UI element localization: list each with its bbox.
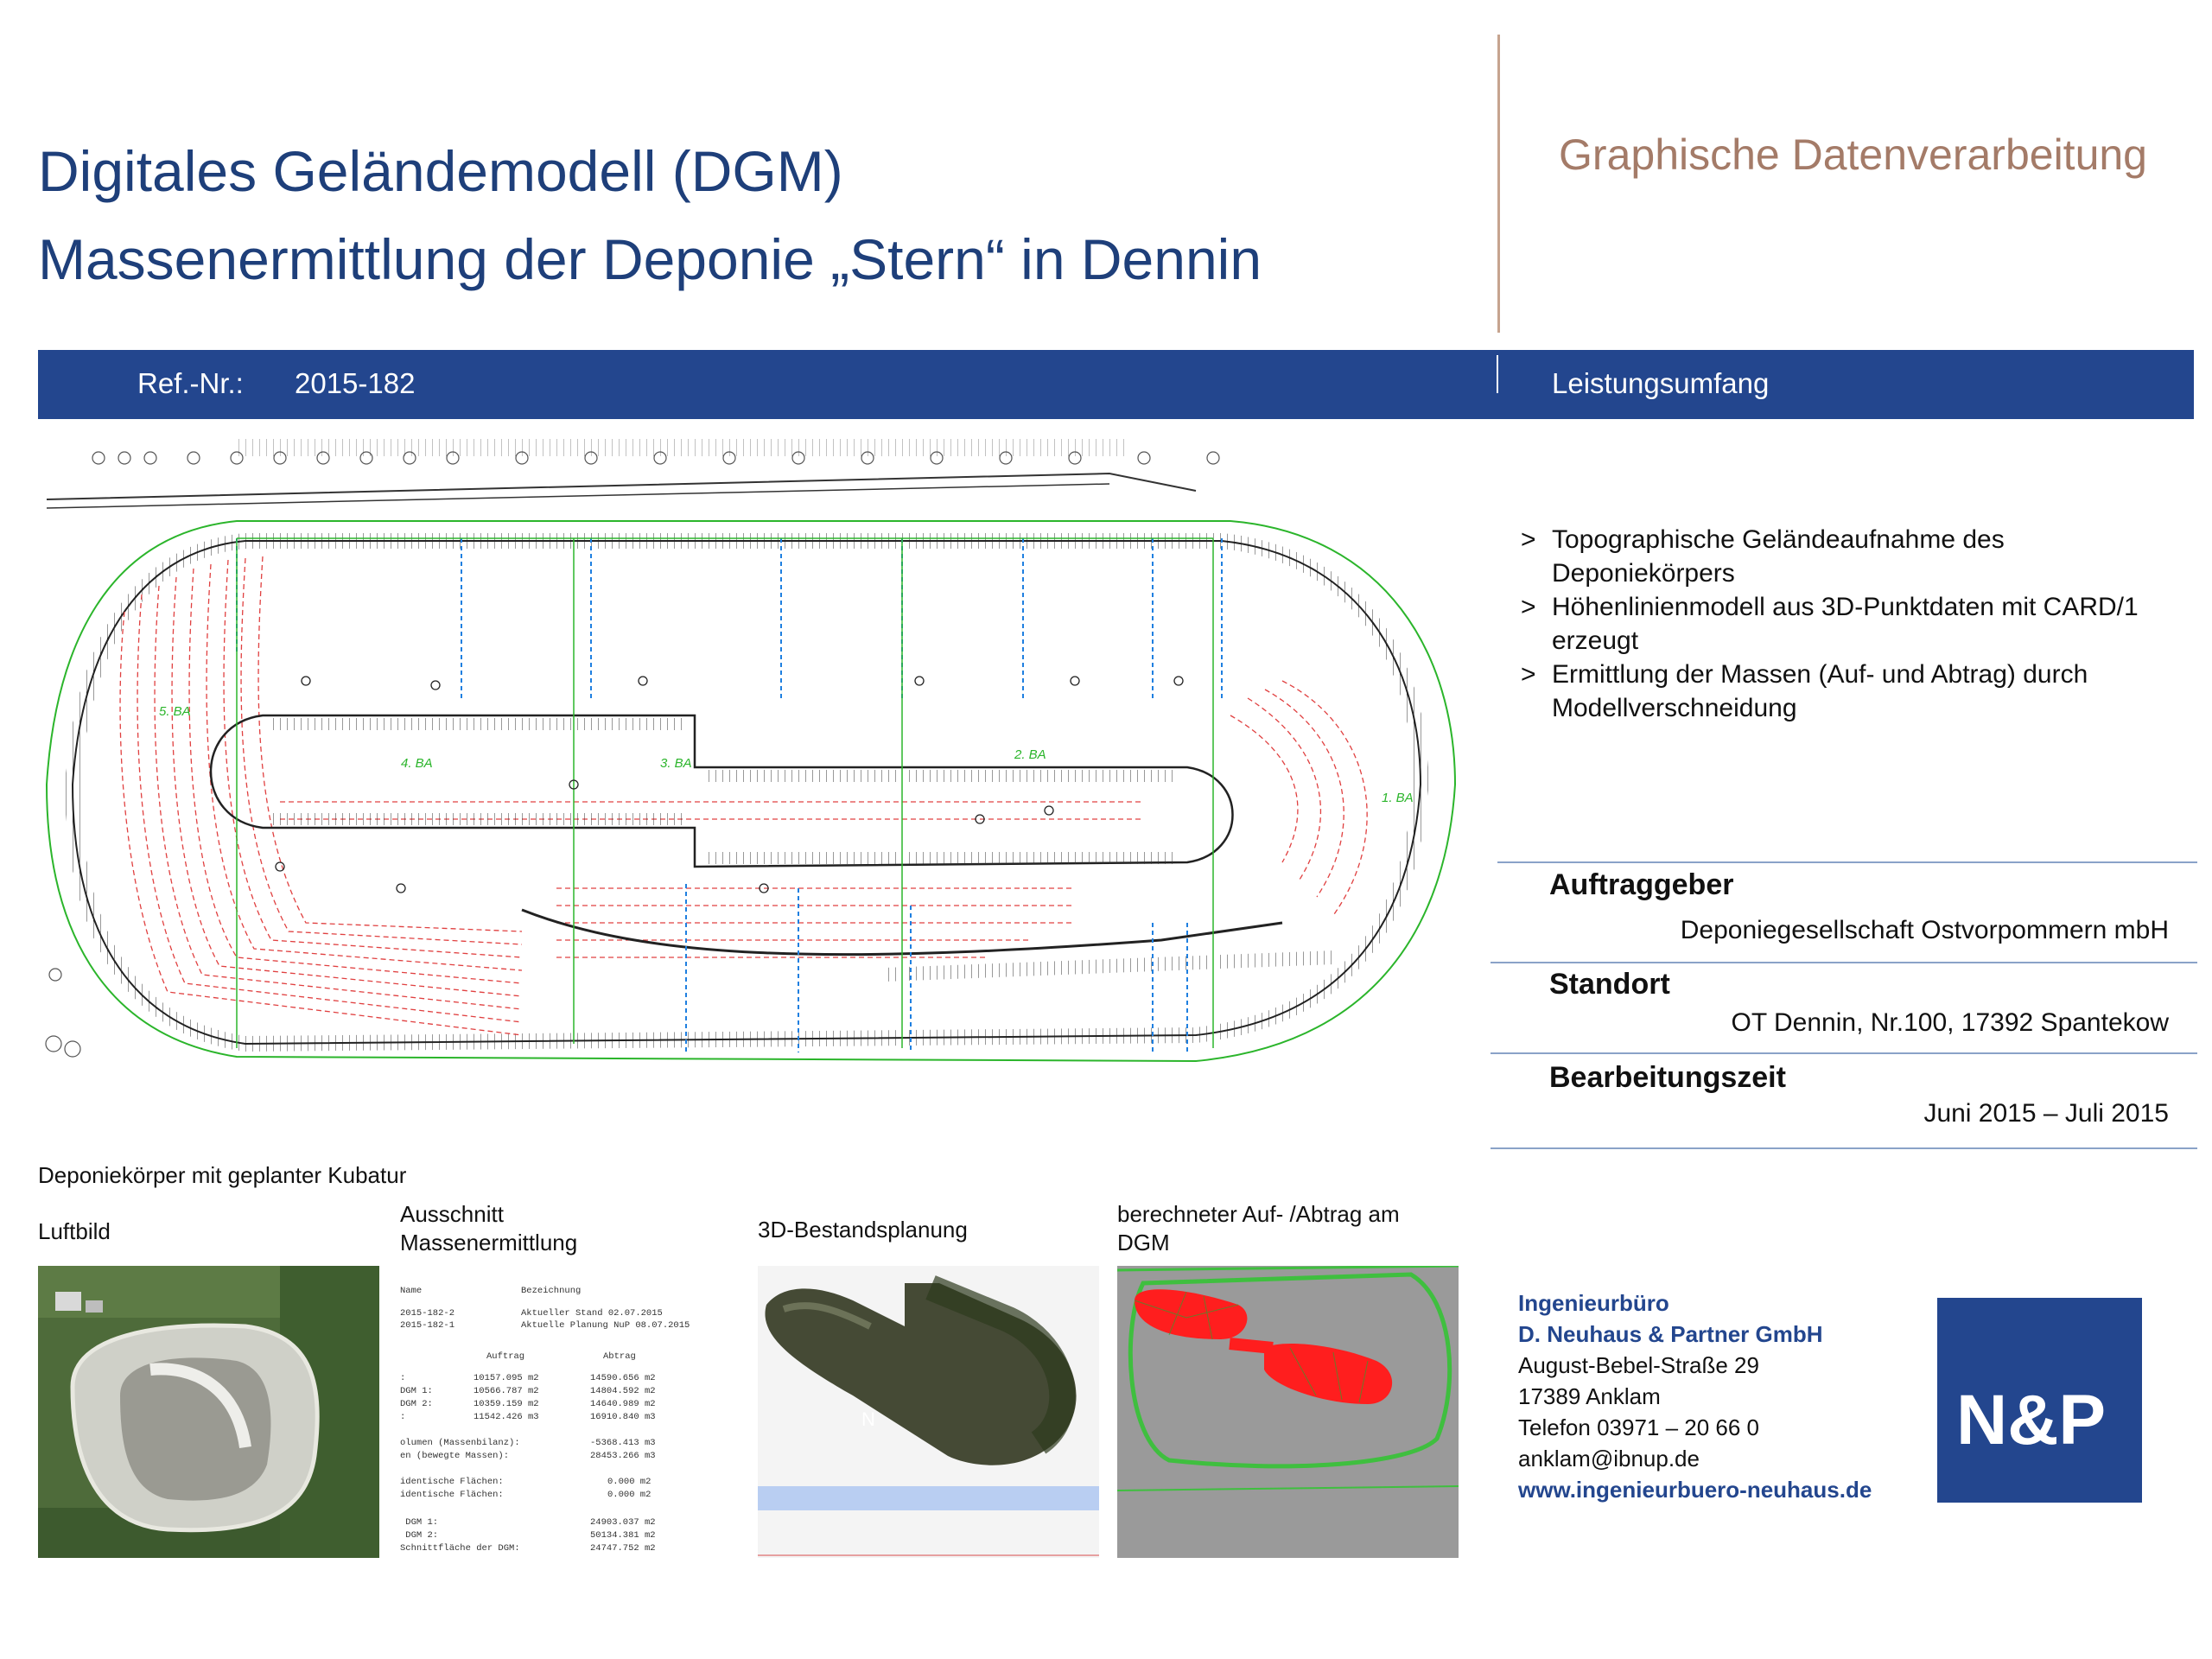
thumb-caption-mass-2: Massenermittlung	[400, 1230, 578, 1255]
page-title: Digitales Geländemodell (DGM)	[38, 139, 843, 203]
bullet-marker: >	[1521, 593, 1536, 621]
mass-cell: DGM 2:	[400, 1530, 439, 1541]
section-label: 4. BA	[401, 756, 433, 771]
divider	[1491, 962, 2197, 963]
mass-cell: DGM 1:	[400, 1517, 439, 1528]
mass-cell: 10566.787 m2	[474, 1386, 539, 1396]
mass-cell: 10157.095 m2	[474, 1373, 539, 1383]
mass-cell: 50134.381 m2	[590, 1530, 656, 1541]
scope-heading: Leistungsumfang	[1552, 367, 1770, 399]
period-label: Bearbeitungszeit	[1549, 1061, 1786, 1094]
mass-header-desc: Bezeichnung	[521, 1286, 582, 1296]
ref-label: Ref.-Nr.:	[137, 367, 244, 399]
location-label: Standort	[1549, 968, 1670, 1001]
section-label: 2. BA	[1014, 747, 1046, 762]
client-label: Auftraggeber	[1549, 868, 1734, 901]
mass-header-abtrag: Abtrag	[603, 1351, 636, 1362]
scope-item	[1521, 523, 2177, 590]
mass-header-name: Name	[400, 1286, 423, 1296]
mass-cell: 24747.752 m2	[590, 1543, 656, 1554]
section-label: 3. BA	[660, 756, 692, 771]
ref-value: 2015-182	[295, 367, 416, 399]
mass-cell: 0.000 m2	[607, 1477, 652, 1487]
aerial-photo	[38, 1266, 379, 1558]
mass-cell: Schnittfläche der DGM:	[400, 1543, 520, 1554]
scope-item-text: Höhenlinienmodell aus 3D-Punktdaten mit CARD/1 erzeugt	[1552, 593, 2139, 655]
mass-cell: DGM 1:	[400, 1386, 433, 1396]
cut-fill-map	[1117, 1266, 1459, 1558]
company-name-2: D. Neuhaus & Partner GmbH	[1518, 1321, 1823, 1347]
3d-model-view	[758, 1266, 1099, 1558]
drain-pipes	[237, 538, 1222, 1052]
mass-cell: olumen (Massenbilanz):	[400, 1438, 520, 1448]
company-contact	[1518, 1287, 1872, 1505]
location-value: OT Dennin, Nr.100, 17392 Spantekow	[1731, 1008, 2169, 1037]
company-website[interactable]: www.ingenieurbuero-neuhaus.de	[1518, 1477, 1872, 1503]
svg-text:N: N	[861, 1408, 875, 1430]
company-name-1: Ingenieurbüro	[1518, 1290, 1669, 1316]
mass-cell: 2015-182-2	[400, 1308, 455, 1319]
mass-cell: DGM 2:	[400, 1399, 433, 1409]
thumb-caption-dgm: berechneter Auf- /Abtrag am	[1117, 1201, 1400, 1227]
mass-cell: 16910.840 m3	[590, 1412, 656, 1422]
mass-cell: -5368.413 m3	[590, 1438, 656, 1448]
company-city: 17389 Anklam	[1518, 1383, 1661, 1409]
section-label: 5. BA	[159, 704, 191, 719]
outer-boundary	[47, 521, 1455, 1061]
scope-item-text: Topographische Geländeaufnahme des Deponiekörpers	[1552, 525, 2005, 588]
scope-item	[1521, 590, 2177, 658]
mass-table	[400, 1266, 741, 1558]
mass-cell: 2015-182-1	[400, 1320, 455, 1331]
thumb-caption-mass: Ausschnitt	[400, 1201, 504, 1227]
page-subtitle: Massenermittlung der Deponie „Stern“ in Dennin	[38, 227, 1262, 291]
thumb-caption-3d: 3D-Bestandsplanung	[758, 1217, 968, 1243]
scope-item-text: Ermittlung der Massen (Auf- und Abtrag) durch Modellverschneidung	[1552, 660, 2088, 722]
mass-cell: 28453.266 m3	[590, 1451, 656, 1461]
company-email[interactable]: anklam@ibnup.de	[1518, 1446, 1700, 1471]
company-logo	[1937, 1298, 2142, 1503]
mass-cell: Aktueller Stand 02.07.2015	[521, 1308, 663, 1319]
mass-cell: 14590.656 m2	[590, 1373, 656, 1383]
scope-list	[1521, 523, 2177, 725]
divider	[1491, 1052, 2197, 1054]
site-plan-drawing	[38, 439, 1472, 1147]
thumb-caption-luftbild: Luftbild	[38, 1218, 111, 1244]
inner-plateau	[211, 715, 1233, 867]
logo-text: N&P	[1956, 1381, 2107, 1459]
divider	[1497, 861, 2197, 863]
mass-cell: 24903.037 m2	[590, 1517, 656, 1528]
mass-cell: Aktuelle Planung NuP 08.07.2015	[521, 1320, 690, 1331]
mass-header-auftrag: Auftrag	[486, 1351, 525, 1362]
mass-cell: 10359.159 m2	[474, 1399, 539, 1409]
mass-cell: 14804.592 m2	[590, 1386, 656, 1396]
header-divider	[1497, 35, 1500, 333]
mass-cell: 11542.426 m3	[474, 1412, 539, 1422]
bullet-marker: >	[1521, 525, 1536, 554]
section-label: 1. BA	[1382, 791, 1414, 805]
thumb-caption-dgm-2: DGM	[1117, 1230, 1170, 1255]
company-street: August-Bebel-Straße 29	[1518, 1352, 1759, 1378]
mass-cell: identische Flächen:	[400, 1477, 504, 1487]
mass-cell: :	[400, 1373, 406, 1383]
band-divider	[1497, 355, 1498, 393]
reference-band	[38, 350, 2194, 419]
company-phone: Telefon 03971 – 20 66 0	[1518, 1414, 1760, 1440]
plan-caption: Deponiekörper mit geplanter Kubatur	[38, 1162, 407, 1188]
period-value: Juni 2015 – Juli 2015	[1923, 1099, 2169, 1128]
divider	[1491, 1147, 2197, 1149]
mass-cell: en (bewegte Massen):	[400, 1451, 510, 1461]
mass-cell: :	[400, 1412, 406, 1422]
category-label: Graphische Datenverarbeitung	[1559, 130, 2147, 179]
scope-item	[1521, 658, 2177, 725]
bullet-marker: >	[1521, 660, 1536, 689]
mass-cell: 14640.989 m2	[590, 1399, 656, 1409]
client-value: Deponiegesellschaft Ostvorpommern mbH	[1680, 916, 2169, 944]
mass-cell: identische Flächen:	[400, 1490, 504, 1500]
mass-cell: 0.000 m2	[607, 1490, 652, 1500]
